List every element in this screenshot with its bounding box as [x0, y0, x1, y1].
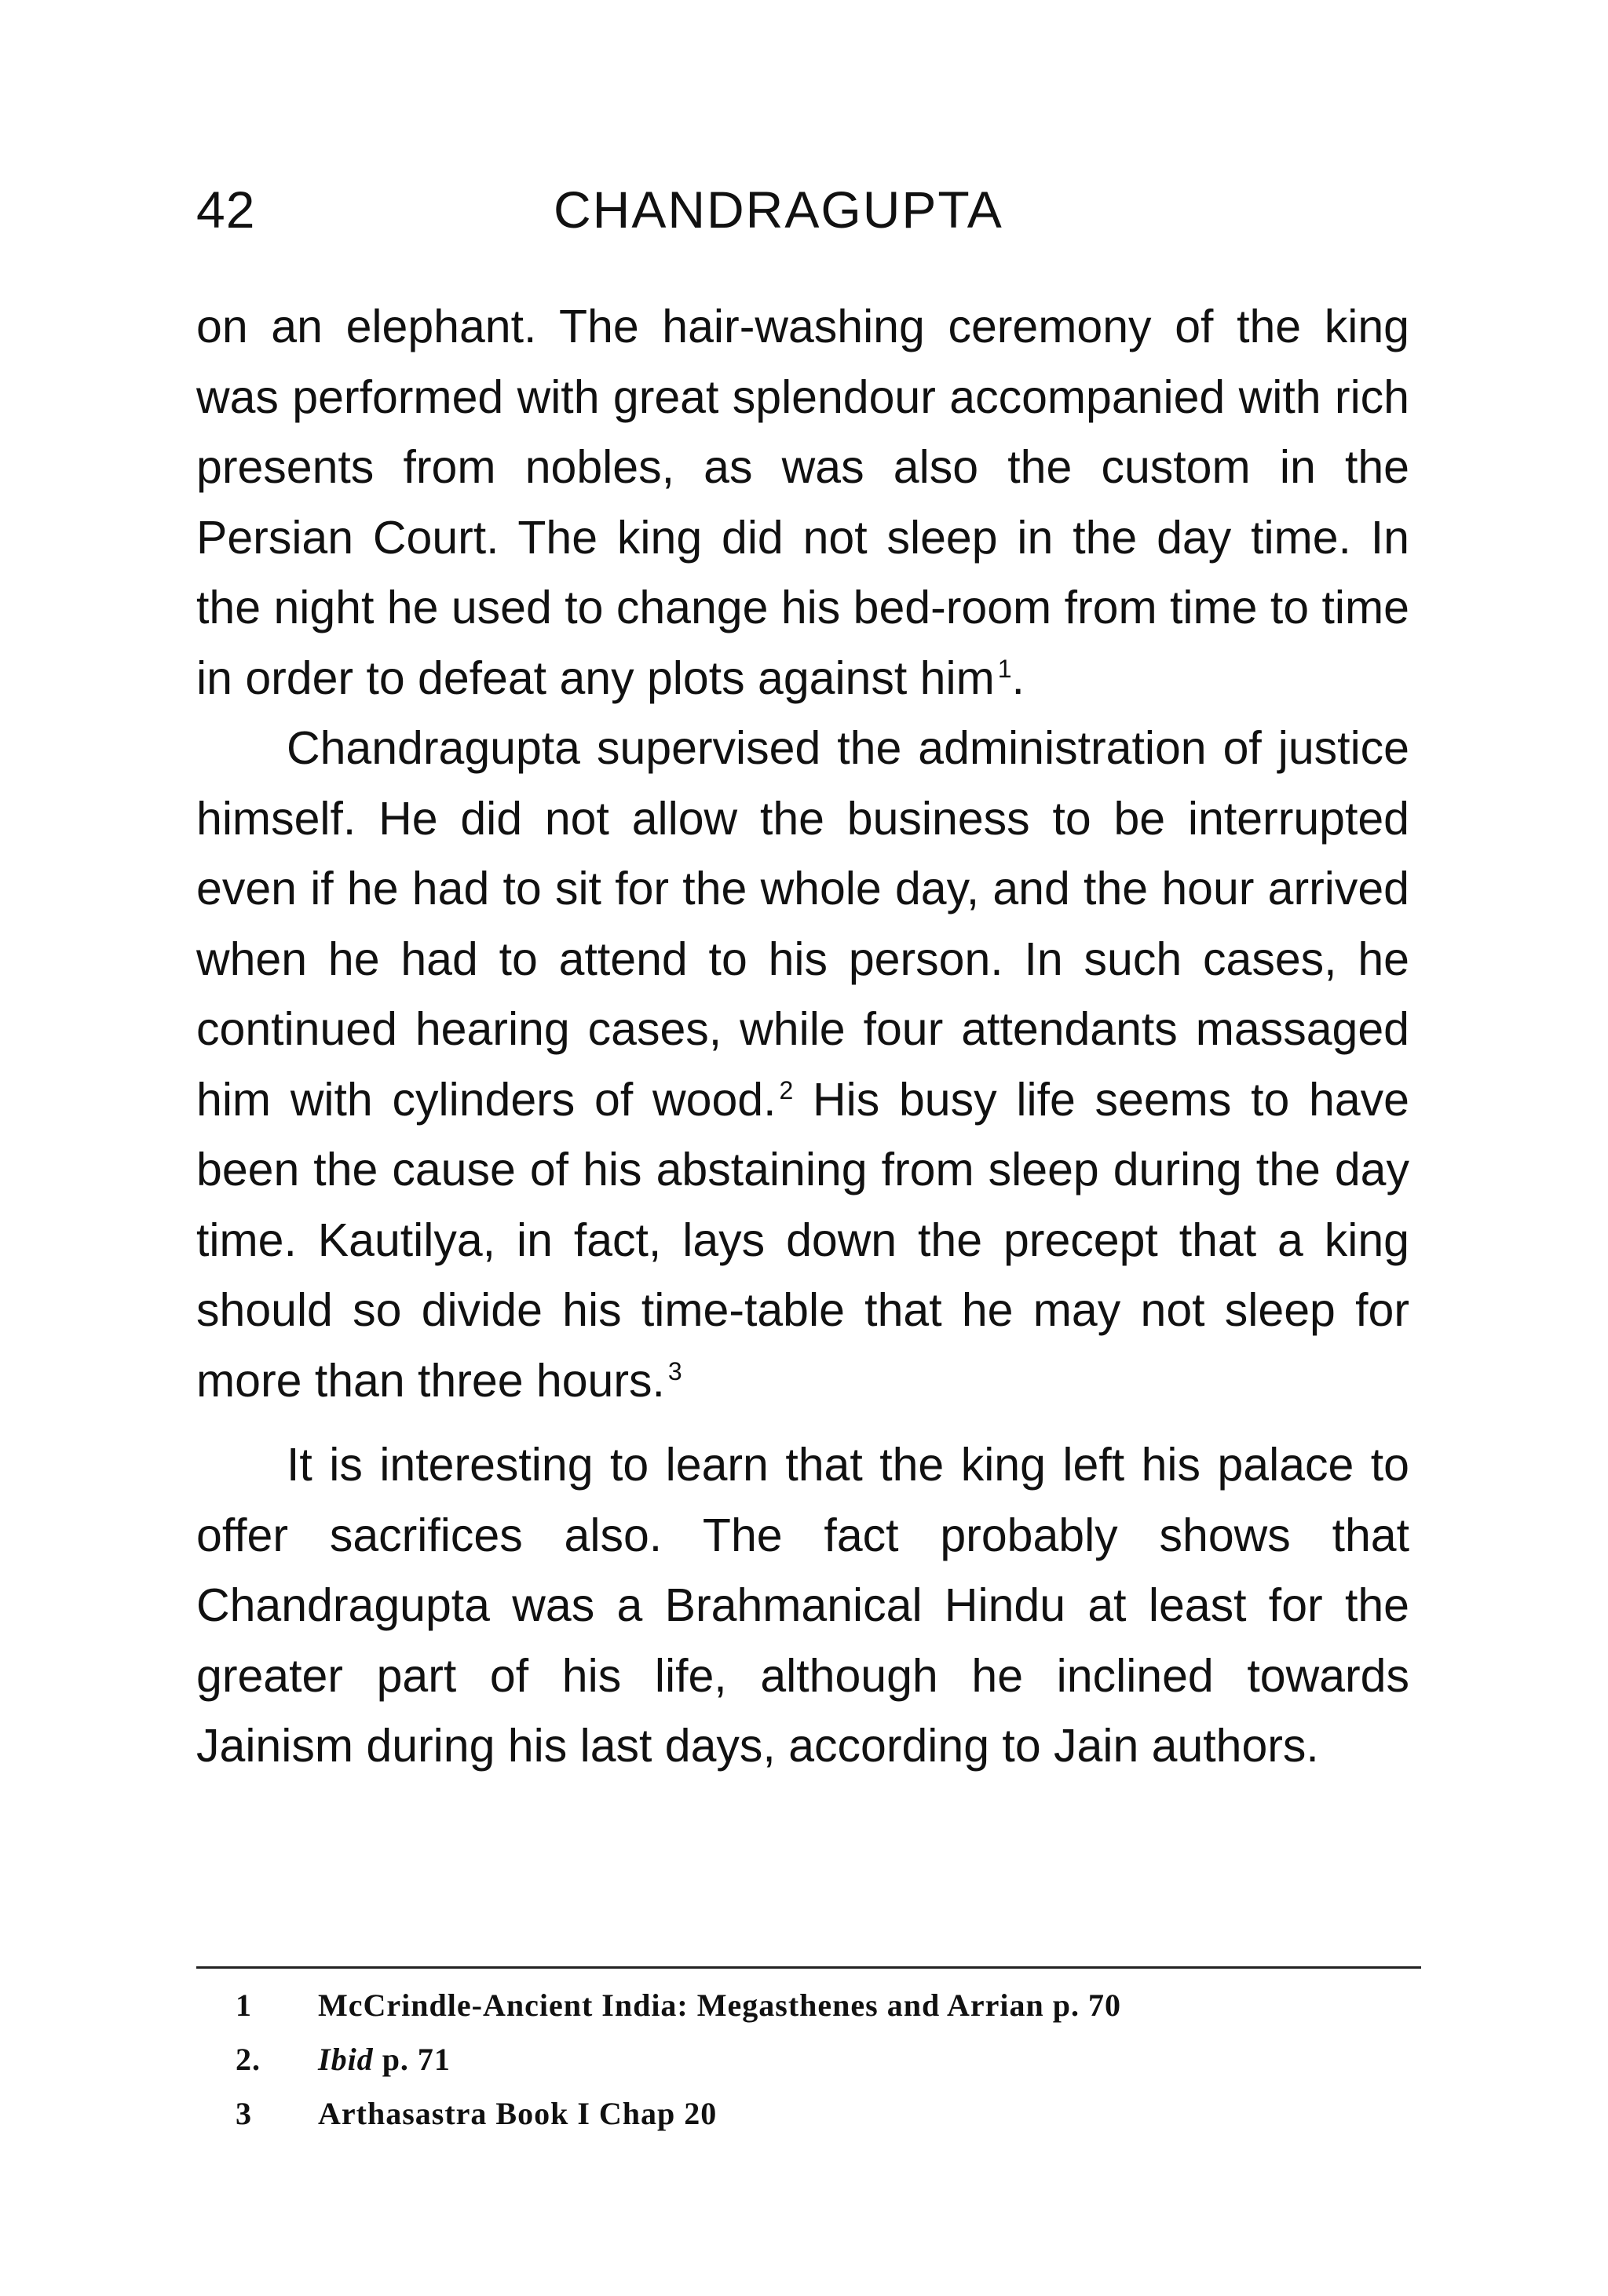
footnote-number: 2.: [236, 2042, 261, 2077]
footnote-mark-1: 1: [997, 654, 1012, 683]
footnote-mark-3: 3: [667, 1356, 682, 1385]
paragraph-3: [196, 1430, 1409, 1782]
paragraph-2-text-a: Chandragupta supervised the administration of justice himself. He did not allow the business to be interrupted even if he had to sit for the whole day, and the hour arrived when he had to attend to his person. In such cases, he continued hearing cases, while four attendants massaged him with cylinders of wood.: [196, 722, 1409, 1126]
footnotes: [196, 1978, 1421, 2141]
body-text: [196, 292, 1409, 1782]
footnote-3: [196, 2086, 1421, 2141]
footnote-number: 1: [236, 1988, 252, 2023]
page-number: 42: [196, 181, 256, 239]
footnote-mark-2: 2: [779, 1075, 794, 1104]
running-title: CHANDRAGUPTA: [554, 181, 1003, 239]
footnote-2: [196, 2032, 1421, 2086]
paragraph-2: [196, 714, 1409, 1416]
paragraph-1: [196, 292, 1409, 714]
paragraph-1-text: on an elephant. The hair-washing ceremony of the king was performed with great splendour accompanied with rich presents from nobles, as was also the custom in the Persian Court. The king did not sleep in the day time. In the night he used to change his bed-room from time to time in order to defeat any plots against him: [196, 301, 1409, 704]
footnote-page-ref: p. 71: [373, 2042, 451, 2077]
running-head: [196, 174, 1405, 245]
footnote-number: 3: [236, 2096, 252, 2131]
footnote-divider: [196, 1966, 1421, 1969]
paragraph-2-text-b: His busy life seems to have been the cause of his abstaining from sleep during the day time. Kautilya, in fact, lays down the precept that a king should so divide his time-table that he may not sleep for more than three hours.: [196, 1073, 1409, 1407]
footnote-1: [196, 1978, 1421, 2032]
paragraph-3-text: It is interesting to learn that the king left his palace to offer sacrifices also. The fact probably shows that Chandragupta was a Brahmanical Hindu at least for the greater part of his life, although he inclined towards Jainism during his last days, according to Jain authors.: [196, 1439, 1409, 1772]
paragraph-1-tail: .: [1011, 652, 1025, 704]
footnote-ibid: Ibid: [318, 2042, 374, 2077]
footnote-text: [318, 2032, 451, 2086]
footnote-text: McCrindle-Ancient India: Megasthenes and Arrian p. 70: [318, 1988, 1121, 2023]
footnote-text: Arthasastra Book I Chap 20: [318, 2096, 718, 2131]
